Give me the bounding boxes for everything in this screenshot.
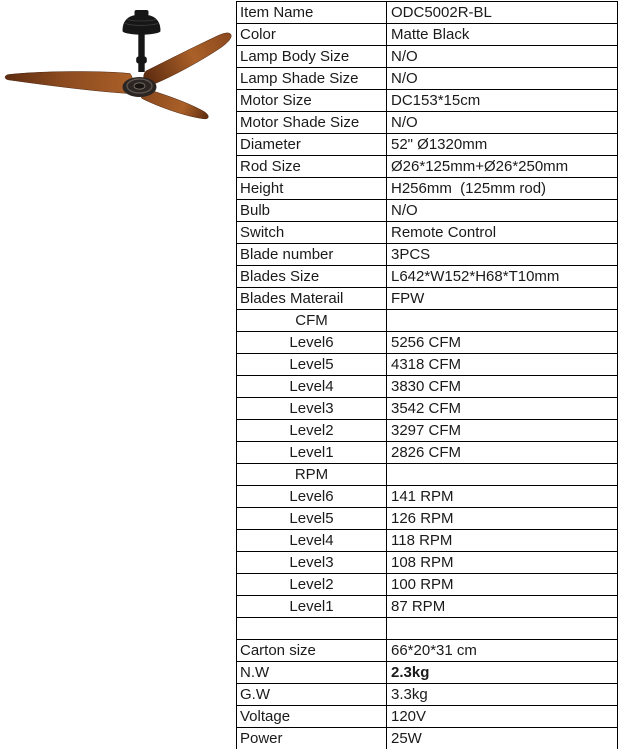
table-row: [237, 310, 618, 332]
table-row: [237, 156, 618, 178]
spec-value-cell: 3542 CFM: [387, 398, 618, 420]
spec-label-cell: Bulb: [237, 200, 387, 222]
spec-label-cell: Motor Size: [237, 90, 387, 112]
table-row: [237, 530, 618, 552]
table-row: [237, 420, 618, 442]
spec-label-cell: Level1: [237, 596, 387, 618]
table-row: [237, 68, 618, 90]
spec-label-cell: CFM: [237, 310, 387, 332]
table-row: [237, 266, 618, 288]
spec-label-cell: Level2: [237, 420, 387, 442]
spec-value-cell: 108 RPM: [387, 552, 618, 574]
spec-value-cell: N/O: [387, 200, 618, 222]
spec-label-cell: Blades Materail: [237, 288, 387, 310]
table-row: [237, 288, 618, 310]
table-row: [237, 486, 618, 508]
spec-label-cell: Level5: [237, 508, 387, 530]
spec-value-cell: 118 RPM: [387, 530, 618, 552]
spec-value-cell: H256mm (125mm rod): [387, 178, 618, 200]
table-row: [237, 332, 618, 354]
spec-value-cell: N/O: [387, 112, 618, 134]
fan-blade-left: [5, 72, 133, 94]
spec-value-cell: 2.3kg: [387, 662, 618, 684]
table-row: [237, 244, 618, 266]
table-row: [237, 728, 618, 749]
table-row: [237, 442, 618, 464]
spec-table: [236, 1, 618, 749]
spec-label-cell: Height: [237, 178, 387, 200]
ceiling-fan-illustration: [0, 0, 237, 165]
spec-label-cell: Level3: [237, 398, 387, 420]
table-row: [237, 178, 618, 200]
table-row: [237, 596, 618, 618]
table-row: [237, 552, 618, 574]
spec-value-cell: 52" Ø1320mm: [387, 134, 618, 156]
spec-label-cell: Blade number: [237, 244, 387, 266]
table-row: [237, 618, 618, 640]
table-row: [237, 134, 618, 156]
spec-value-cell: 2826 CFM: [387, 442, 618, 464]
table-row: [237, 46, 618, 68]
table-row: [237, 112, 618, 134]
spec-label-cell: Lamp Body Size: [237, 46, 387, 68]
table-row: [237, 354, 618, 376]
spec-label-cell: RPM: [237, 464, 387, 486]
table-row: [237, 376, 618, 398]
table-row: [237, 706, 618, 728]
spec-label-cell: Level2: [237, 574, 387, 596]
table-row: [237, 508, 618, 530]
spec-value-cell: Matte Black: [387, 24, 618, 46]
spec-value-cell: 87 RPM: [387, 596, 618, 618]
spec-label-cell: Level4: [237, 530, 387, 552]
spec-value-cell: N/O: [387, 46, 618, 68]
spec-value-cell: 126 RPM: [387, 508, 618, 530]
spec-value-cell: Remote Control: [387, 222, 618, 244]
spec-value-cell: Ø26*125mm+Ø26*250mm: [387, 156, 618, 178]
spec-value-cell: 66*20*31 cm: [387, 640, 618, 662]
spec-label-cell: Level3: [237, 552, 387, 574]
spec-label-cell: [237, 618, 387, 640]
product-photo: [0, 0, 237, 165]
table-row: [237, 398, 618, 420]
fan-downrod: [136, 33, 147, 72]
spec-label-cell: Lamp Shade Size: [237, 68, 387, 90]
table-row: [237, 574, 618, 596]
spec-label-cell: Blades Size: [237, 266, 387, 288]
spec-value-cell: DC153*15cm: [387, 90, 618, 112]
table-row: [237, 24, 618, 46]
spec-label-cell: Diameter: [237, 134, 387, 156]
spec-label-cell: Voltage: [237, 706, 387, 728]
table-row: [237, 200, 618, 222]
fan-blade-right: [144, 33, 232, 86]
fan-motor-hub: [123, 77, 157, 97]
spec-label-cell: Level6: [237, 486, 387, 508]
spec-value-cell: 3.3kg: [387, 684, 618, 706]
spec-label-cell: Motor Shade Size: [237, 112, 387, 134]
spec-label-cell: Switch: [237, 222, 387, 244]
spec-label-cell: Color: [237, 24, 387, 46]
spec-value-cell: 4318 CFM: [387, 354, 618, 376]
table-row: [237, 222, 618, 244]
spec-value-cell: 3297 CFM: [387, 420, 618, 442]
spec-table-body: [237, 2, 618, 749]
spec-value-cell: 3PCS: [387, 244, 618, 266]
table-row: [237, 464, 618, 486]
spec-value-cell: FPW: [387, 288, 618, 310]
spec-label-cell: Level1: [237, 442, 387, 464]
spec-value-cell: 141 RPM: [387, 486, 618, 508]
table-row: [237, 662, 618, 684]
spec-value-cell: 120V: [387, 706, 618, 728]
table-row: [237, 684, 618, 706]
spec-label-cell: G.W: [237, 684, 387, 706]
spec-label-cell: Level6: [237, 332, 387, 354]
table-row: [237, 2, 618, 24]
spec-label-cell: Carton size: [237, 640, 387, 662]
spec-value-cell: L642*W152*H68*T10mm: [387, 266, 618, 288]
table-row: [237, 90, 618, 112]
spec-value-cell: 3830 CFM: [387, 376, 618, 398]
spec-value-cell: N/O: [387, 68, 618, 90]
spec-label-cell: Level5: [237, 354, 387, 376]
spec-value-cell: 25W: [387, 728, 618, 749]
spec-value-cell: [387, 464, 618, 486]
spec-label-cell: Level4: [237, 376, 387, 398]
spec-label-cell: Power: [237, 728, 387, 749]
spec-label-cell: Item Name: [237, 2, 387, 24]
spec-label-cell: Rod Size: [237, 156, 387, 178]
spec-value-cell: ODC5002R-BL: [387, 2, 618, 24]
spec-value-cell: [387, 618, 618, 640]
fan-canopy: [123, 10, 161, 35]
table-row: [237, 640, 618, 662]
spec-value-cell: 5256 CFM: [387, 332, 618, 354]
spec-label-cell: N.W: [237, 662, 387, 684]
spec-value-cell: [387, 310, 618, 332]
spec-value-cell: 100 RPM: [387, 574, 618, 596]
